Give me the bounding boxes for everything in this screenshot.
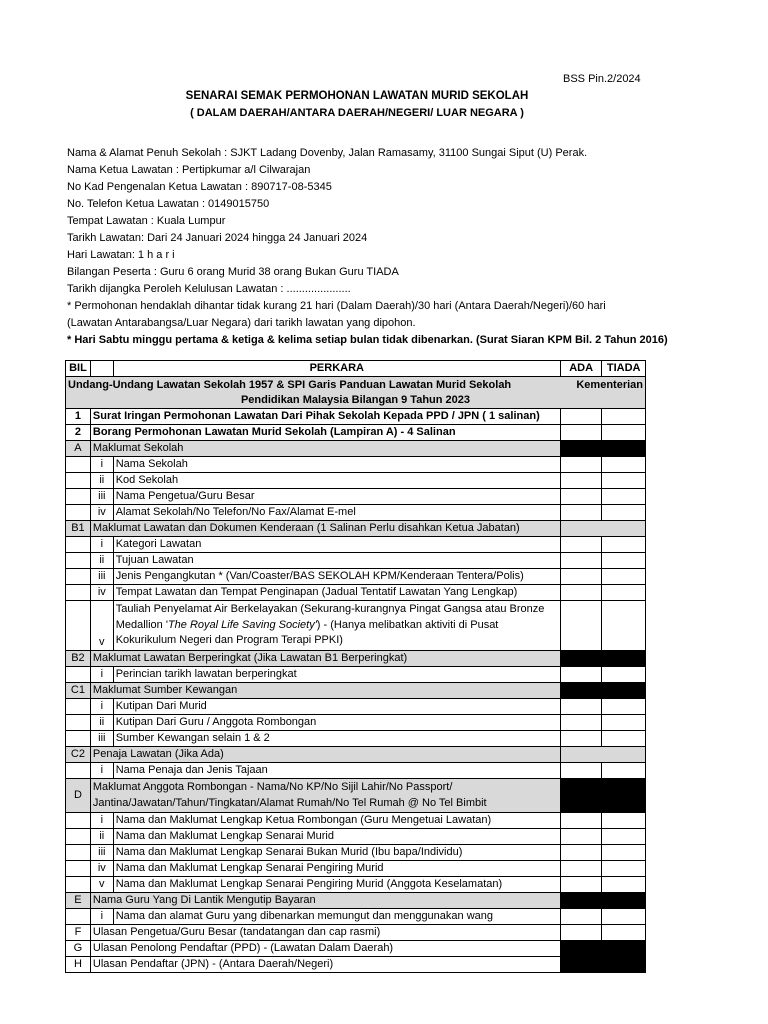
table-row: 1 Surat Iringan Permohonan Lawatan Dari Pihak Sekolah Kepada PPD / JPN ( 1 salinan) xyxy=(66,409,646,425)
table-row: i Kategori Lawatan xyxy=(66,537,646,553)
checkbox-ada[interactable] xyxy=(560,505,602,521)
checkbox-ada[interactable] xyxy=(560,861,602,877)
section-title: Maklumat Sumber Kewangan xyxy=(90,683,560,699)
checkbox-tiada[interactable] xyxy=(602,813,646,829)
table-row: iii Nama Pengetua/Guru Besar xyxy=(66,489,646,505)
table-row: iii Sumber Kewangan selain 1 & 2 xyxy=(66,731,646,747)
checkbox-ada[interactable] xyxy=(560,489,602,505)
table-row: 2 Borang Permohonan Lawatan Murid Sekolah (Lampiran A) - 4 Salinan xyxy=(66,425,646,441)
form-code: BSS Pin.2/2024 xyxy=(563,73,641,85)
checkbox-tiada[interactable] xyxy=(602,845,646,861)
header-ada: ADA xyxy=(560,361,602,377)
checkbox-tiada[interactable] xyxy=(602,409,646,425)
visit-date: Tarikh Lawatan: Dari 24 Januari 2024 hingga 24 Januari 2024 xyxy=(67,232,368,244)
section-row: E Nama Guru Yang Di Lantik Mengutip Bayaran xyxy=(66,893,646,909)
checkbox-tiada[interactable] xyxy=(602,569,646,585)
checkbox-ada[interactable] xyxy=(560,845,602,861)
checkbox-tiada[interactable] xyxy=(602,473,646,489)
law-title: Undang-Undang Lawatan Sekolah 1957 & SPI Garis Panduan Lawatan Murid Sekolah xyxy=(68,378,512,391)
checkbox-ada[interactable] xyxy=(560,699,602,715)
item-cover-letter: Surat Iringan Permohonan Lawatan Dari Pihak Sekolah Kepada PPD / JPN ( 1 salinan) xyxy=(90,409,560,425)
checkbox-ada[interactable] xyxy=(560,537,602,553)
table-row: ii Nama dan Maklumat Lengkap Senarai Murid xyxy=(66,829,646,845)
checkbox-tiada[interactable] xyxy=(602,829,646,845)
table-header xyxy=(66,361,646,377)
note-saturday: * Hari Sabtu minggu pertama & ketiga & kelima setiap bulan tidak dibenarkan. (Surat Siaran KPM Bil. 2 Tahun 2016) xyxy=(67,334,668,346)
checkbox-tiada[interactable] xyxy=(602,457,646,473)
table-row: i Nama dan Maklumat Lengkap Ketua Rombongan (Guru Mengetuai Lawatan) xyxy=(66,813,646,829)
participants: Bilangan Peserta : Guru 6 orang Murid 38 orang Bukan Guru TIADA xyxy=(67,266,399,278)
section-title: Nama Guru Yang Di Lantik Mengutip Bayaran xyxy=(90,893,560,909)
section-title: Maklumat Lawatan Berperingkat (Jika Lawatan B1 Berperingkat) xyxy=(90,651,560,667)
law-title-right: Kementerian xyxy=(576,378,643,391)
checkbox-tiada[interactable] xyxy=(602,909,646,925)
section-row: C2 Penaja Lawatan (Jika Ada) xyxy=(66,747,646,763)
checkbox-tiada[interactable] xyxy=(602,601,646,651)
checkbox-ada[interactable] xyxy=(560,601,602,651)
checkbox-tiada[interactable] xyxy=(602,699,646,715)
checkbox-tiada[interactable] xyxy=(602,731,646,747)
table-row: iii Nama dan Maklumat Lengkap Senarai Bukan Murid (Ibu bapa/Individu) xyxy=(66,845,646,861)
application-info xyxy=(67,145,668,349)
checkbox-ada[interactable] xyxy=(560,569,602,585)
checkbox-tiada[interactable] xyxy=(602,925,646,941)
checkbox-ada[interactable] xyxy=(560,731,602,747)
checkbox-tiada[interactable] xyxy=(602,489,646,505)
section-title: Penaja Lawatan (Jika Ada) xyxy=(90,747,560,763)
section-title: Maklumat Lawatan dan Dokumen Kenderaan (1 Salinan Perlu disahkan Ketua Jabatan) xyxy=(90,521,560,537)
law-title-cont: Pendidikan Malaysia Bilangan 9 Tahun 2023 xyxy=(240,393,471,406)
table-row: i Nama Sekolah xyxy=(66,457,646,473)
school-address: Nama & Alamat Penuh Sekolah : SJKT Ladang Dovenby, Jalan Ramasamy, 31100 Sungai Siput (U) Perak. xyxy=(67,147,588,159)
header-tiada: TIADA xyxy=(602,361,646,377)
table-row: F Ulasan Pengetua/Guru Besar (tandatangan dan cap rasmi) xyxy=(66,925,646,941)
checkbox-ada[interactable] xyxy=(560,715,602,731)
checkbox-ada[interactable] xyxy=(560,925,602,941)
table-row: iii Jenis Pengangkutan * (Van/Coaster/BAS SEKOLAH KPM/Kenderaan Tentera/Polis) xyxy=(66,569,646,585)
table-row: i Kutipan Dari Murid xyxy=(66,699,646,715)
checkbox-tiada[interactable] xyxy=(602,715,646,731)
note-submission-cont: (Lawatan Antarabangsa/Luar Negara) dari tarikh lawatan yang dipohon. xyxy=(67,317,416,329)
section-title: Maklumat Sekolah xyxy=(90,441,560,457)
checkbox-ada[interactable] xyxy=(560,473,602,489)
leader-ic: No Kad Pengenalan Ketua Lawatan : 890717-08-5345 xyxy=(67,181,332,193)
checkbox-tiada[interactable] xyxy=(602,537,646,553)
section-row: B2 Maklumat Lawatan Berperingkat (Jika Lawatan B1 Berperingkat) xyxy=(66,651,646,667)
approval-date: Tarikh dijangka Peroleh Kelulusan Lawatan : ..................... xyxy=(67,283,351,295)
table-row: i Nama dan alamat Guru yang dibenarkan memungut dan menggunakan wang xyxy=(66,909,646,925)
checkbox-tiada[interactable] xyxy=(602,763,646,779)
page-subtitle: ( DALAM DAERAH/ANTARA DAERAH/NEGERI/ LUAR NEGARA ) xyxy=(190,107,524,119)
section-title: Maklumat Anggota Rombongan - Nama/No KP/No Sijil Lahir/No Passport/ Jantina/Jawatan/Tahun/Tingkatan/Alamat Rumah/No Tel Rumah @ No Tel Bimbit xyxy=(90,779,560,813)
table-row: i Nama Penaja dan Jenis Tajaan xyxy=(66,763,646,779)
page-title: SENARAI SEMAK PERMOHONAN LAWATAN MURID SEKOLAH xyxy=(185,90,529,102)
table-row: ii Tujuan Lawatan xyxy=(66,553,646,569)
checkbox-ada[interactable] xyxy=(560,813,602,829)
table-row: iv Nama dan Maklumat Lengkap Senarai Pengiring Murid xyxy=(66,861,646,877)
table-row: i Perincian tarikh lawatan berperingkat xyxy=(66,667,646,683)
checkbox-ada[interactable] xyxy=(560,829,602,845)
table-row: ii Kutipan Dari Guru / Anggota Rombongan xyxy=(66,715,646,731)
checkbox-ada[interactable] xyxy=(560,409,602,425)
checkbox-ada[interactable] xyxy=(560,909,602,925)
checklist-table xyxy=(65,360,646,973)
table-row: G Ulasan Penolong Pendaftar (PPD) - (Lawatan Dalam Daerah) xyxy=(66,941,646,957)
note-submission: * Permohonan hendaklah dihantar tidak kurang 21 hari (Dalam Daerah)/30 hari (Antara Daerah/Negeri)/60 hari xyxy=(67,300,606,312)
checkbox-ada[interactable] xyxy=(560,763,602,779)
checkbox-ada[interactable] xyxy=(560,877,602,893)
table-row: v Nama dan Maklumat Lengkap Senarai Pengiring Murid (Anggota Keselamatan) xyxy=(66,877,646,893)
table-row: H Ulasan Pendaftar (JPN) - (Antara Daerah/Negeri) xyxy=(66,957,646,973)
checkbox-ada[interactable] xyxy=(560,457,602,473)
checkbox-ada[interactable] xyxy=(560,553,602,569)
table-row: iv Alamat Sekolah/No Telefon/No Fax/Alamat E-mel xyxy=(66,505,646,521)
checkbox-ada[interactable] xyxy=(560,585,602,601)
header-perkara: PERKARA xyxy=(113,361,560,377)
leader-phone: No. Telefon Ketua Lawatan : 0149015750 xyxy=(67,198,270,210)
item-lifeguard: Tauliah Penyelamat Air Berkelayakan (Sekurang-kurangnya Pingat Gangsa atau Bronze Medallion 'The Royal Life Saving Society') - (Hanya melibatkan aktiviti di Pusat Kokurikulum Negeri dan Program Terapi PPKI) xyxy=(113,601,560,651)
checkbox-ada[interactable] xyxy=(560,667,602,683)
checkbox-tiada[interactable] xyxy=(602,425,646,441)
checkbox-tiada[interactable] xyxy=(602,667,646,683)
section-row: A Maklumat Sekolah xyxy=(66,441,646,457)
section-row: C1 Maklumat Sumber Kewangan xyxy=(66,683,646,699)
item-application-form: Borang Permohonan Lawatan Murid Sekolah (Lampiran A) - 4 Salinan xyxy=(90,425,560,441)
checkbox-tiada[interactable] xyxy=(602,877,646,893)
table-row: ii Kod Sekolah xyxy=(66,473,646,489)
visit-days: Hari Lawatan: 1 h a r i xyxy=(67,249,175,261)
checkbox-ada[interactable] xyxy=(560,425,602,441)
table-row: v Tauliah Penyelamat Air Berkelayakan (Sekurang-kurangnya Pingat Gangsa atau Bronze Medallion 'The Royal Life Saving Society') - (Hanya melibatkan aktiviti di Pusat Kokurikulum Negeri dan Program Terapi PPKI) xyxy=(66,601,646,651)
table-row-law xyxy=(66,377,646,409)
checkbox-tiada[interactable] xyxy=(602,861,646,877)
checkbox-tiada[interactable] xyxy=(602,553,646,569)
visit-place: Tempat Lawatan : Kuala Lumpur xyxy=(67,215,226,227)
checkbox-tiada[interactable] xyxy=(602,585,646,601)
leader-name: Nama Ketua Lawatan : Pertipkumar a/l Cilwarajan xyxy=(67,164,311,176)
header-bil: BIL xyxy=(66,361,91,377)
checkbox-tiada[interactable] xyxy=(602,505,646,521)
section-row: D Maklumat Anggota Rombongan - Nama/No KP/No Sijil Lahir/No Passport/ Jantina/Jawatan/Tahun/Tingkatan/Alamat Rumah/No Tel Rumah @ No Tel Bimbit xyxy=(66,779,646,813)
table-row: iv Tempat Lawatan dan Tempat Penginapan (Jadual Tentatif Lawatan Yang Lengkap) xyxy=(66,585,646,601)
section-row: B1 Maklumat Lawatan dan Dokumen Kenderaan (1 Salinan Perlu disahkan Ketua Jabatan) xyxy=(66,521,646,537)
